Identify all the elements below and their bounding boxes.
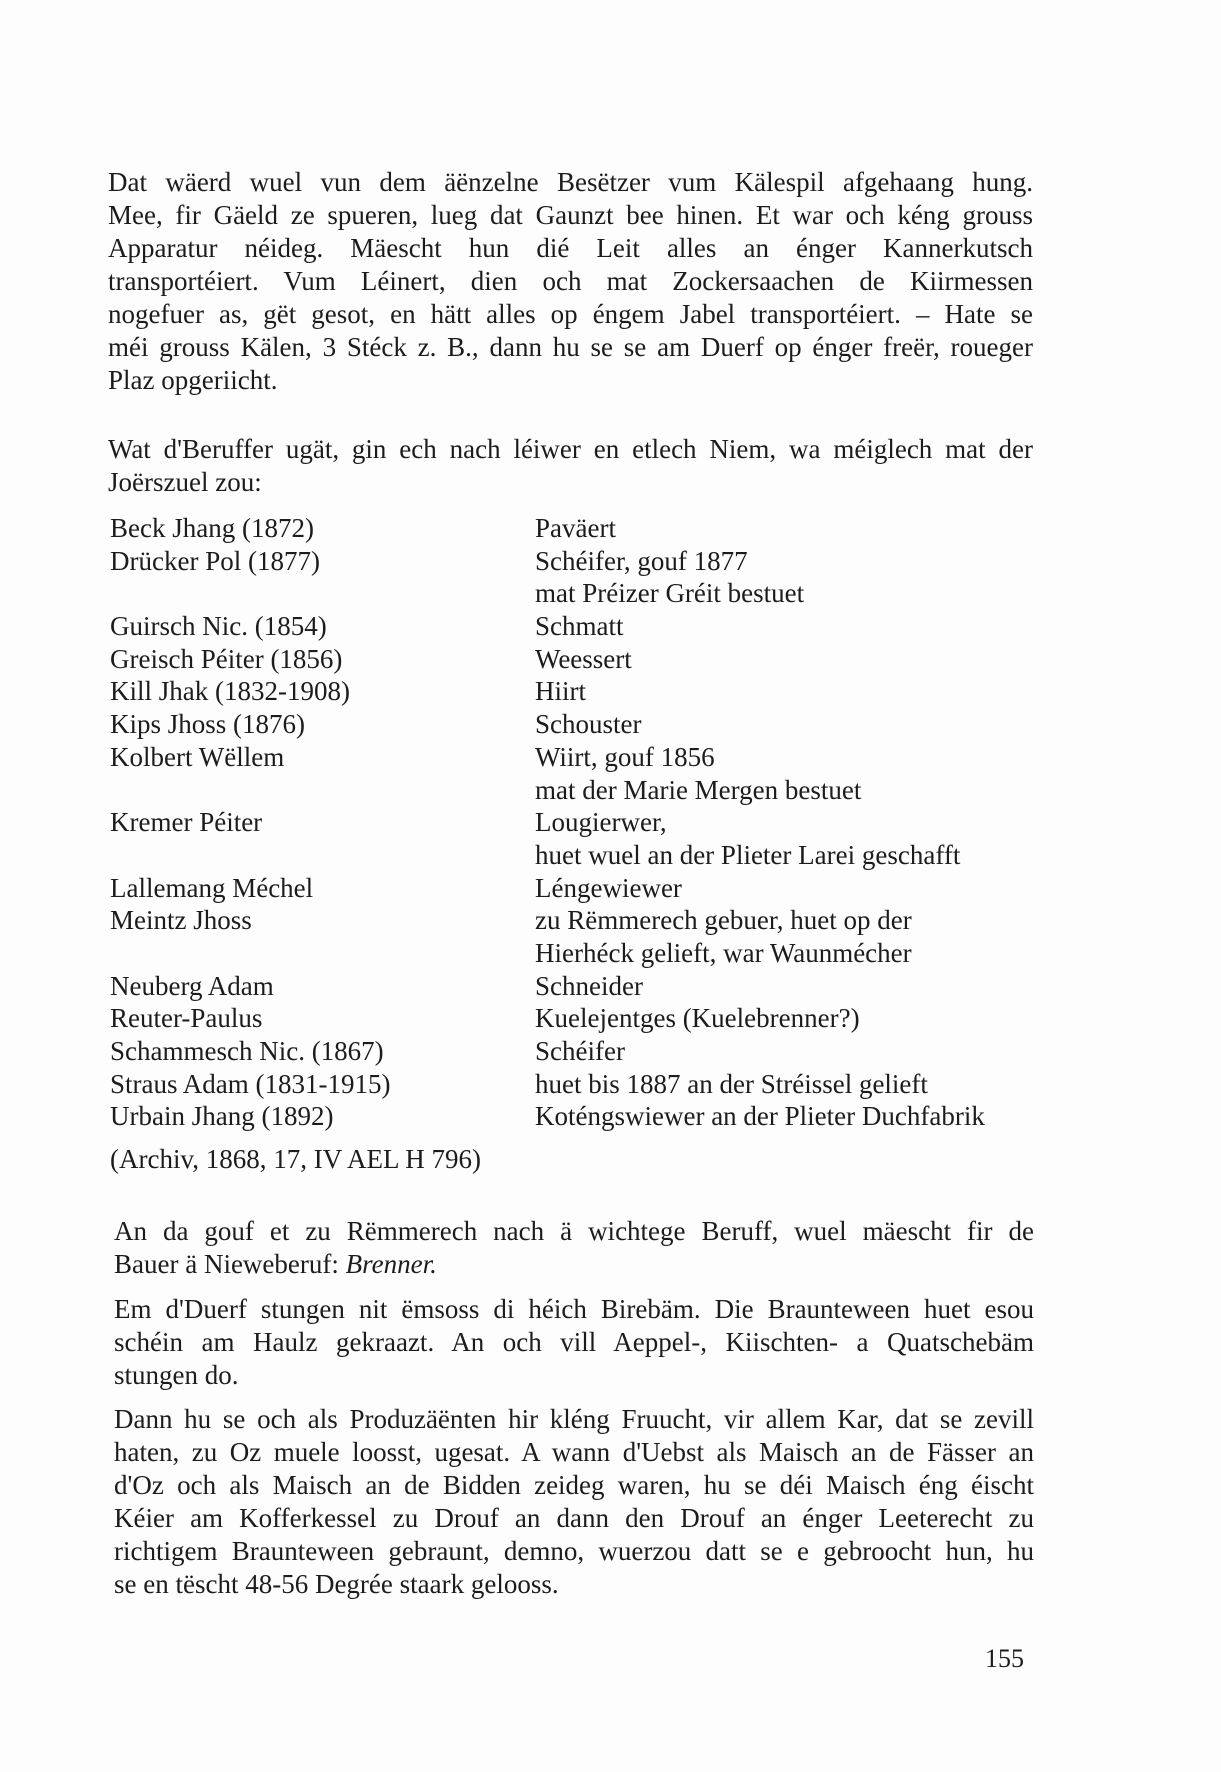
person-name: Kill Jhak (1832-1908) <box>110 676 350 707</box>
person-name: Drücker Pol (1877) <box>110 545 320 576</box>
person-name: Kips Jhoss (1876) <box>110 709 306 740</box>
text-line: Dann hu se och als Produzäënten hir kléng Fruucht, vir allem Kar, dat se zevill <box>114 1404 1034 1434</box>
list-item <box>110 577 1040 610</box>
profession: Schéifer <box>535 1036 625 1066</box>
source-citation: (Archiv, 1868, 17, IV AEL H 796) <box>110 1144 481 1174</box>
paragraph-2 <box>108 433 1033 499</box>
text-line: richtigem Braunteween gebraunt, demno, wuerzou datt se e gebroocht hun, hu <box>114 1536 1034 1566</box>
list-item <box>110 708 1040 741</box>
text-line: se en tëscht 48-56 Degrée staark gelooss. <box>114 1569 559 1599</box>
profession: Kuelejentges (Kuelebrenner?) <box>535 1003 860 1034</box>
profession: Wiirt, gouf 1856 <box>535 741 715 772</box>
list-item <box>110 610 1040 643</box>
profession: Koténgswiewer an der Plieter Duchfabrik <box>535 1101 985 1132</box>
profession: Schouster <box>535 709 642 740</box>
profession: Hiirt <box>535 676 586 707</box>
profession: mat Préizer Gréit bestuet <box>535 578 805 609</box>
profession: Schneider <box>535 970 643 1001</box>
person-name: Urbain Jhang (1892) <box>110 1101 334 1132</box>
paragraph-5 <box>114 1403 1034 1601</box>
text-line: d'Oz och als Maisch an de Bidden zeideg waren, hu se déi Maisch éng éischt <box>114 1470 1034 1500</box>
list-item <box>110 675 1040 708</box>
profession-list <box>110 512 1040 1133</box>
list-item <box>110 1068 1040 1101</box>
profession: Hierhéck gelieft, war Waunmécher <box>535 937 912 968</box>
list-item <box>110 839 1040 872</box>
person-name: Kremer Péiter <box>110 807 263 838</box>
text-line: Dat wäerd wuel vun dem äënzelne Besëtzer vum Kälespil afgehaang hung. <box>108 167 1033 197</box>
text-line: schéin am Haulz gekraazt. An och vill Aeppel-, Kiischten- a Quatschebäm <box>114 1327 1034 1357</box>
text-line: Kéier am Kofferkessel zu Drouf an dann den Drouf an énger Leeterecht zu <box>114 1503 1034 1533</box>
person-name: Greisch Péiter (1856) <box>110 643 343 674</box>
list-item <box>110 545 1040 578</box>
list-item <box>110 512 1040 545</box>
profession: Weessert <box>535 643 632 674</box>
person-name: Neuberg Adam <box>110 970 274 1001</box>
text-line: méi grouss Kälen, 3 Stéck z. B., dann hu se se am Duerf op énger freër, roueger <box>108 332 1033 362</box>
person-name <box>110 937 535 970</box>
person-name: Lallemang Méchel <box>110 872 314 903</box>
person-name <box>110 577 535 610</box>
text-line: An da gouf et zu Rëmmerech nach ä wichtege Beruff, wuel mäescht fir de <box>114 1216 1034 1246</box>
text-line: transportéiert. Vum Léinert, dien och mat Zockersaachen de Kiirmessen <box>108 266 1033 296</box>
person-name: Beck Jhang (1872) <box>110 513 314 543</box>
person-name: Guirsch Nic. (1854) <box>110 611 327 642</box>
text-line: Apparatur néideg. Mäescht hun dié Leit alles an énger Kannerkutsch <box>108 233 1033 263</box>
list-item <box>110 937 1040 970</box>
paragraph-4 <box>114 1293 1034 1392</box>
person-name <box>110 839 535 872</box>
text-line: Em d'Duerf stungen nit ëmsoss di héich Birebäm. Die Braunteween huet esou <box>114 1294 1034 1324</box>
profession: huet wuel an der Plieter Larei geschafft <box>535 839 961 870</box>
person-name: Schammesch Nic. (1867) <box>110 1036 384 1066</box>
list-item <box>110 1035 1040 1068</box>
list-item <box>110 741 1040 774</box>
person-name: Meintz Jhoss <box>110 905 252 936</box>
text-line: Joërszuel zou: <box>108 467 262 497</box>
profession: Schéifer, gouf 1877 <box>535 545 748 576</box>
profession: zu Rëmmerech gebuer, huet op der <box>535 905 912 936</box>
list-item <box>110 806 1040 839</box>
list-item <box>110 970 1040 1003</box>
profession: Léngewiewer <box>535 872 682 903</box>
text-segment: Bauer ä Nieweberuf: <box>114 1249 346 1279</box>
list-item <box>110 1002 1040 1035</box>
text-line: Plaz opgeriicht. <box>108 365 278 395</box>
text-line: Wat d'Beruffer ugät, gin ech nach léiwer en etlech Niem, wa méiglech mat der <box>108 434 1033 464</box>
person-name: Straus Adam (1831-1915) <box>110 1068 391 1099</box>
paragraph-3 <box>114 1215 1034 1281</box>
profession: Schmatt <box>535 611 624 642</box>
person-name <box>110 774 535 807</box>
paragraph-1 <box>108 166 1033 397</box>
list-item <box>110 643 1040 676</box>
person-name: Reuter-Paulus <box>110 1003 263 1034</box>
profession: mat der Marie Mergen bestuet <box>535 774 862 805</box>
text-line: haten, zu Oz muele loosst, ugesat. A wann d'Uebst als Maisch an de Fässer an <box>114 1437 1034 1467</box>
profession: huet bis 1887 an der Stréissel gelieft <box>535 1068 928 1099</box>
profession: Lougierwer, <box>535 807 667 838</box>
text-line: stungen do. <box>114 1360 239 1390</box>
emphasis-text: Brenner. <box>345 1249 437 1279</box>
text-line: Mee, fir Gäeld ze spueren, lueg dat Gaunzt bee hinen. Et war och kéng grouss <box>108 200 1033 230</box>
person-name: Kolbert Wëllem <box>110 741 285 772</box>
profession: Paväert <box>535 513 616 543</box>
list-item <box>110 872 1040 905</box>
text-line <box>114 1248 1034 1281</box>
list-item <box>110 1100 1040 1133</box>
page-number: 155 <box>985 1644 1024 1673</box>
text-line: nogefuer as, gët gesot, en hätt alles op éngem Jabel transportéiert. – Hate se <box>108 299 1033 329</box>
list-item <box>110 774 1040 807</box>
list-item <box>110 904 1040 937</box>
